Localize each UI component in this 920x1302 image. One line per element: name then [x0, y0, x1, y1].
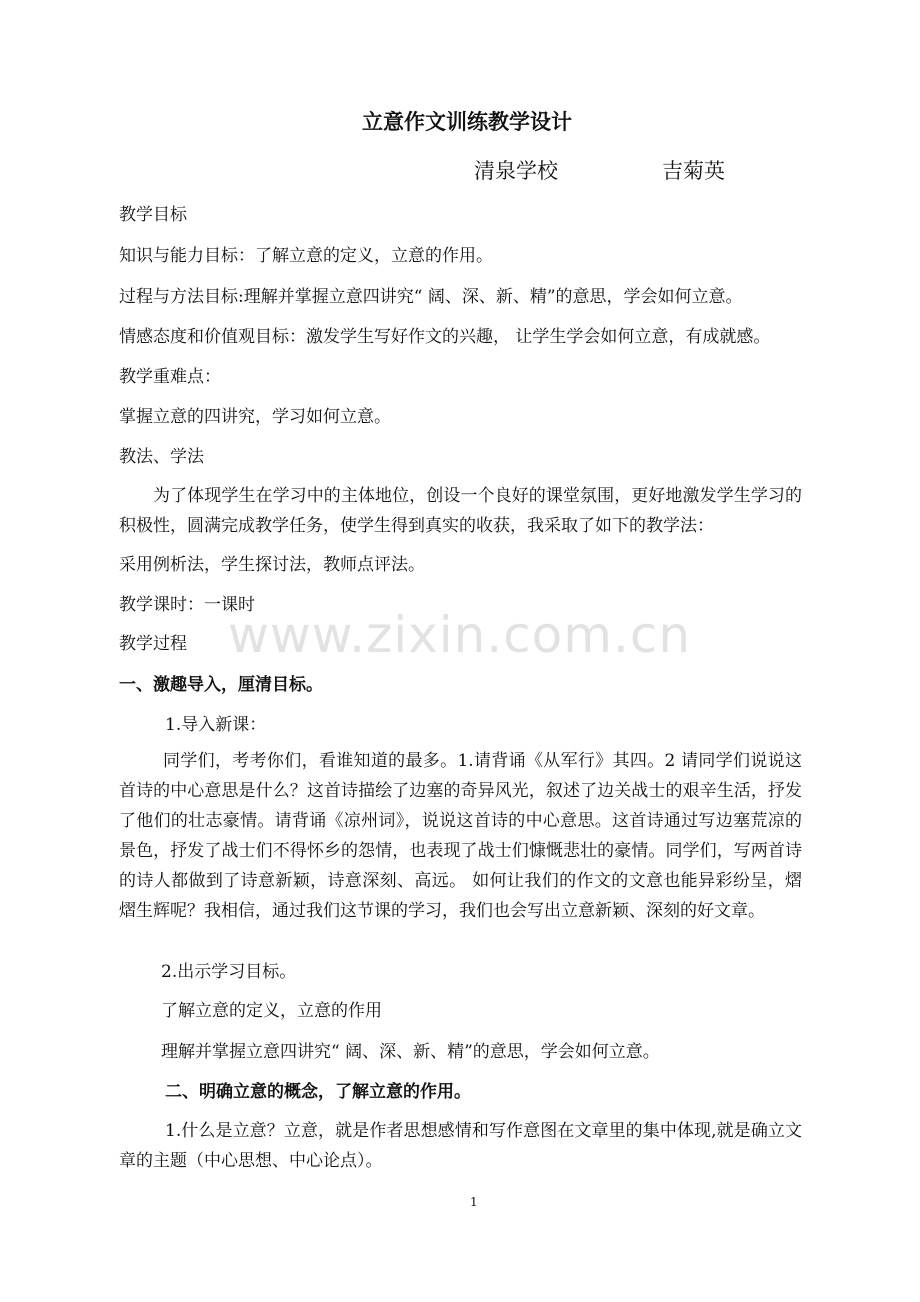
goal-item-1: 了解立意的定义，立意的作用 [161, 1001, 382, 1021]
intro-paragraph: 同学们，考考你们，看谁知道的最多。1.请背诵《从军行》其四。2 请同学们说说这首诗的中心意思是什么？这首诗描绘了边塞的奇异风光，叙述了边关战士的艰辛生活，抒发了他们的壮志豪情。请背诵《凉州词》，说说这首诗的中心意思。这首诗通过写边塞荒凉的景色，抒发了战士们不得怀乡的怨情，也表现了战士们慷慨悲壮的豪情。同学们，写两首诗的诗人都做到了诗意新颖，诗意深刻、高远。 如何让我们的作文的文意也能异彩纷呈，熠熠生辉呢？我相信，通过我们这节课的学习，我们也会写出立意新颖、深刻的好文章。 [119, 751, 802, 921]
class-hours: 教学课时：一课时 [119, 595, 255, 615]
step-1-2: 2.出示学习目标。 [161, 962, 297, 982]
goal-knowledge: 知识与能力目标：了解立意的定义，立意的作用。 [119, 246, 493, 266]
school-name: 清泉学校 [474, 159, 558, 183]
page-number: 1 [470, 1195, 478, 1209]
goal-emotion: 情感态度和价值观目标：激发学生写好作文的兴趣， 让学生学会如何立意，有成就感。 [119, 327, 771, 347]
document-title: 立意作文训练教学设计 [362, 109, 572, 134]
section-1-heading: 一、激趣导入，厘清目标。 [119, 675, 323, 695]
goal-process: 过程与方法目标:理解并掌握立意四讲究“ 阔、深、新、精”的意思，学会如何立意。 [119, 287, 743, 307]
heading-key-points: 教学重难点： [119, 367, 221, 387]
methods-list: 采用例析法，学生探讨法，教师点评法。 [119, 555, 425, 575]
heading-methods: 教法、学法 [119, 447, 204, 467]
heading-teaching-goals: 教学目标 [119, 205, 187, 225]
watermark-logo: www.zixin.com.cn [228, 606, 692, 664]
step-1-1: 1.导入新课： [165, 715, 267, 735]
goal-item-2: 理解并掌握立意四讲究“ 阔、深、新、精”的意思，学会如何立意。 [161, 1042, 660, 1062]
author-name: 吉菊英 [662, 159, 725, 183]
heading-process: 教学过程 [119, 634, 187, 654]
key-points-text: 掌握立意的四讲究，学习如何立意。 [119, 407, 391, 427]
methods-paragraph: 为了体现学生在学习中的主体地位，创设一个良好的课堂氛围，更好地激发学生学习的积极性，圆满完成教学任务，使学生得到真实的收获，我采取了如下的教学法： [119, 486, 802, 536]
definition-paragraph: 1.什么是立意？立意，就是作者思想感情和写作意图在文章里的集中体现,就是确立文章的主题（中心思想、中心论点）。 [119, 1121, 802, 1171]
section-2-heading: 二、明确立意的概念，了解立意的作用。 [165, 1082, 471, 1102]
